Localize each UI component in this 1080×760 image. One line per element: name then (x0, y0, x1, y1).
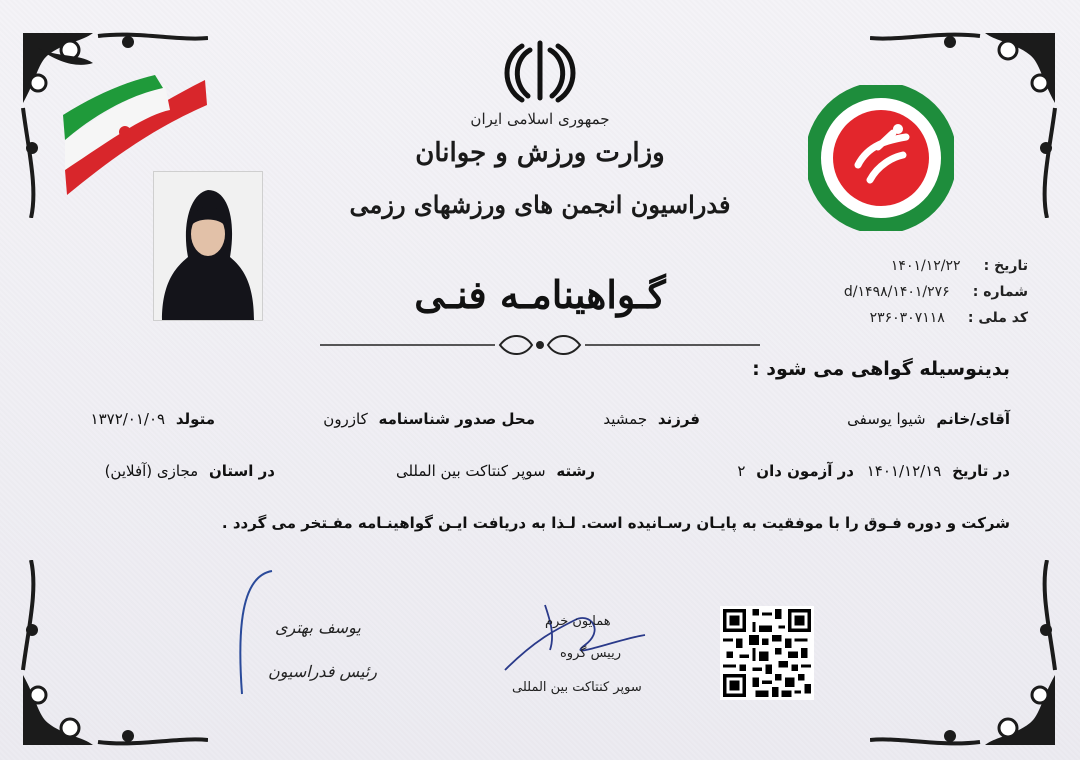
signature-left-name: یوسف بهتری (275, 618, 361, 637)
signature-middle-stroke (495, 600, 665, 680)
father-label: فرزند (657, 410, 700, 428)
qr-code (720, 606, 814, 700)
intro-line: بدینوسیله گواهی می شود : (752, 358, 1010, 380)
national-code-label: کد ملی : (967, 310, 1028, 326)
father-value: جمشید (603, 410, 648, 428)
issue-place-value: کازرون (323, 410, 368, 428)
father-field (603, 410, 700, 428)
issue-place-field (323, 410, 535, 428)
name-label: آقای/خانم (936, 410, 1010, 428)
province-label: در استان (208, 462, 275, 480)
certificate-title: گـواهینامـه فنـی (414, 272, 666, 317)
iran-emblem-icon (500, 38, 580, 108)
name-field (847, 410, 1010, 428)
meta-block (788, 255, 1028, 333)
signature-middle-title: رییس گروه (560, 646, 621, 661)
ministry-heading: وزارت ورزش و جوانان (415, 138, 665, 168)
federation-heading: فدراسیون انجمن های ورزشهای رزمی (349, 190, 731, 219)
ornamental-divider (320, 330, 760, 360)
portrait-photo (153, 171, 263, 321)
corner-ornament-bottom-right (870, 560, 1060, 750)
date-label: تاریخ : (983, 258, 1028, 274)
number-label: شماره : (972, 284, 1028, 300)
province-value: مجازی (آفلاین) (104, 462, 199, 480)
signature-middle-org: سوپر کنتاکت بین المللی (512, 680, 642, 695)
national-code-value: ۲۳۶۰۳۰۷۱۱۸ (869, 310, 945, 326)
field-value: سوپر کنتاکت بین المللی (395, 462, 546, 480)
exam-date-field (737, 462, 1010, 480)
issue-place-label: محل صدور شناسنامه (378, 410, 535, 428)
birth-label: متولد (175, 410, 215, 428)
birth-field (91, 410, 215, 428)
birth-value: ۱۳۷۲/۰۱/۰۹ (90, 410, 166, 428)
exam-date-value: ۱۴۰۱/۱۲/۱۹ (866, 462, 942, 480)
signature-left-title: رئیس فدراسیون (268, 662, 377, 681)
republic-heading: جمهوری اسلامی ایران (470, 110, 610, 128)
field-label: رشته (556, 462, 595, 480)
province-field (105, 462, 275, 480)
exam-date-label: در تاریخ (952, 462, 1010, 480)
field-of-sport (396, 462, 595, 480)
signature-middle-name: همایون خرم (545, 614, 611, 629)
federation-logo (808, 85, 954, 231)
number-value: ۱۴۰۱/۲۷۶/d/۱۴۹۸ (843, 284, 950, 300)
date-value: ۱۴۰۱/۱۲/۲۲ (890, 258, 961, 274)
name-value: شیوا یوسفی (847, 410, 926, 428)
exam-label: در آزمون دان (756, 462, 854, 480)
exam-value: ۲ (737, 462, 746, 480)
corner-ornament-bottom-left (18, 560, 208, 750)
closing-statement: شرکت و دوره فـوق را با موفقیت به پایـان رسـانیده است. لـذا به دریافت ایـن گواهینـامه مفـتخر می گردد . (221, 514, 1010, 532)
